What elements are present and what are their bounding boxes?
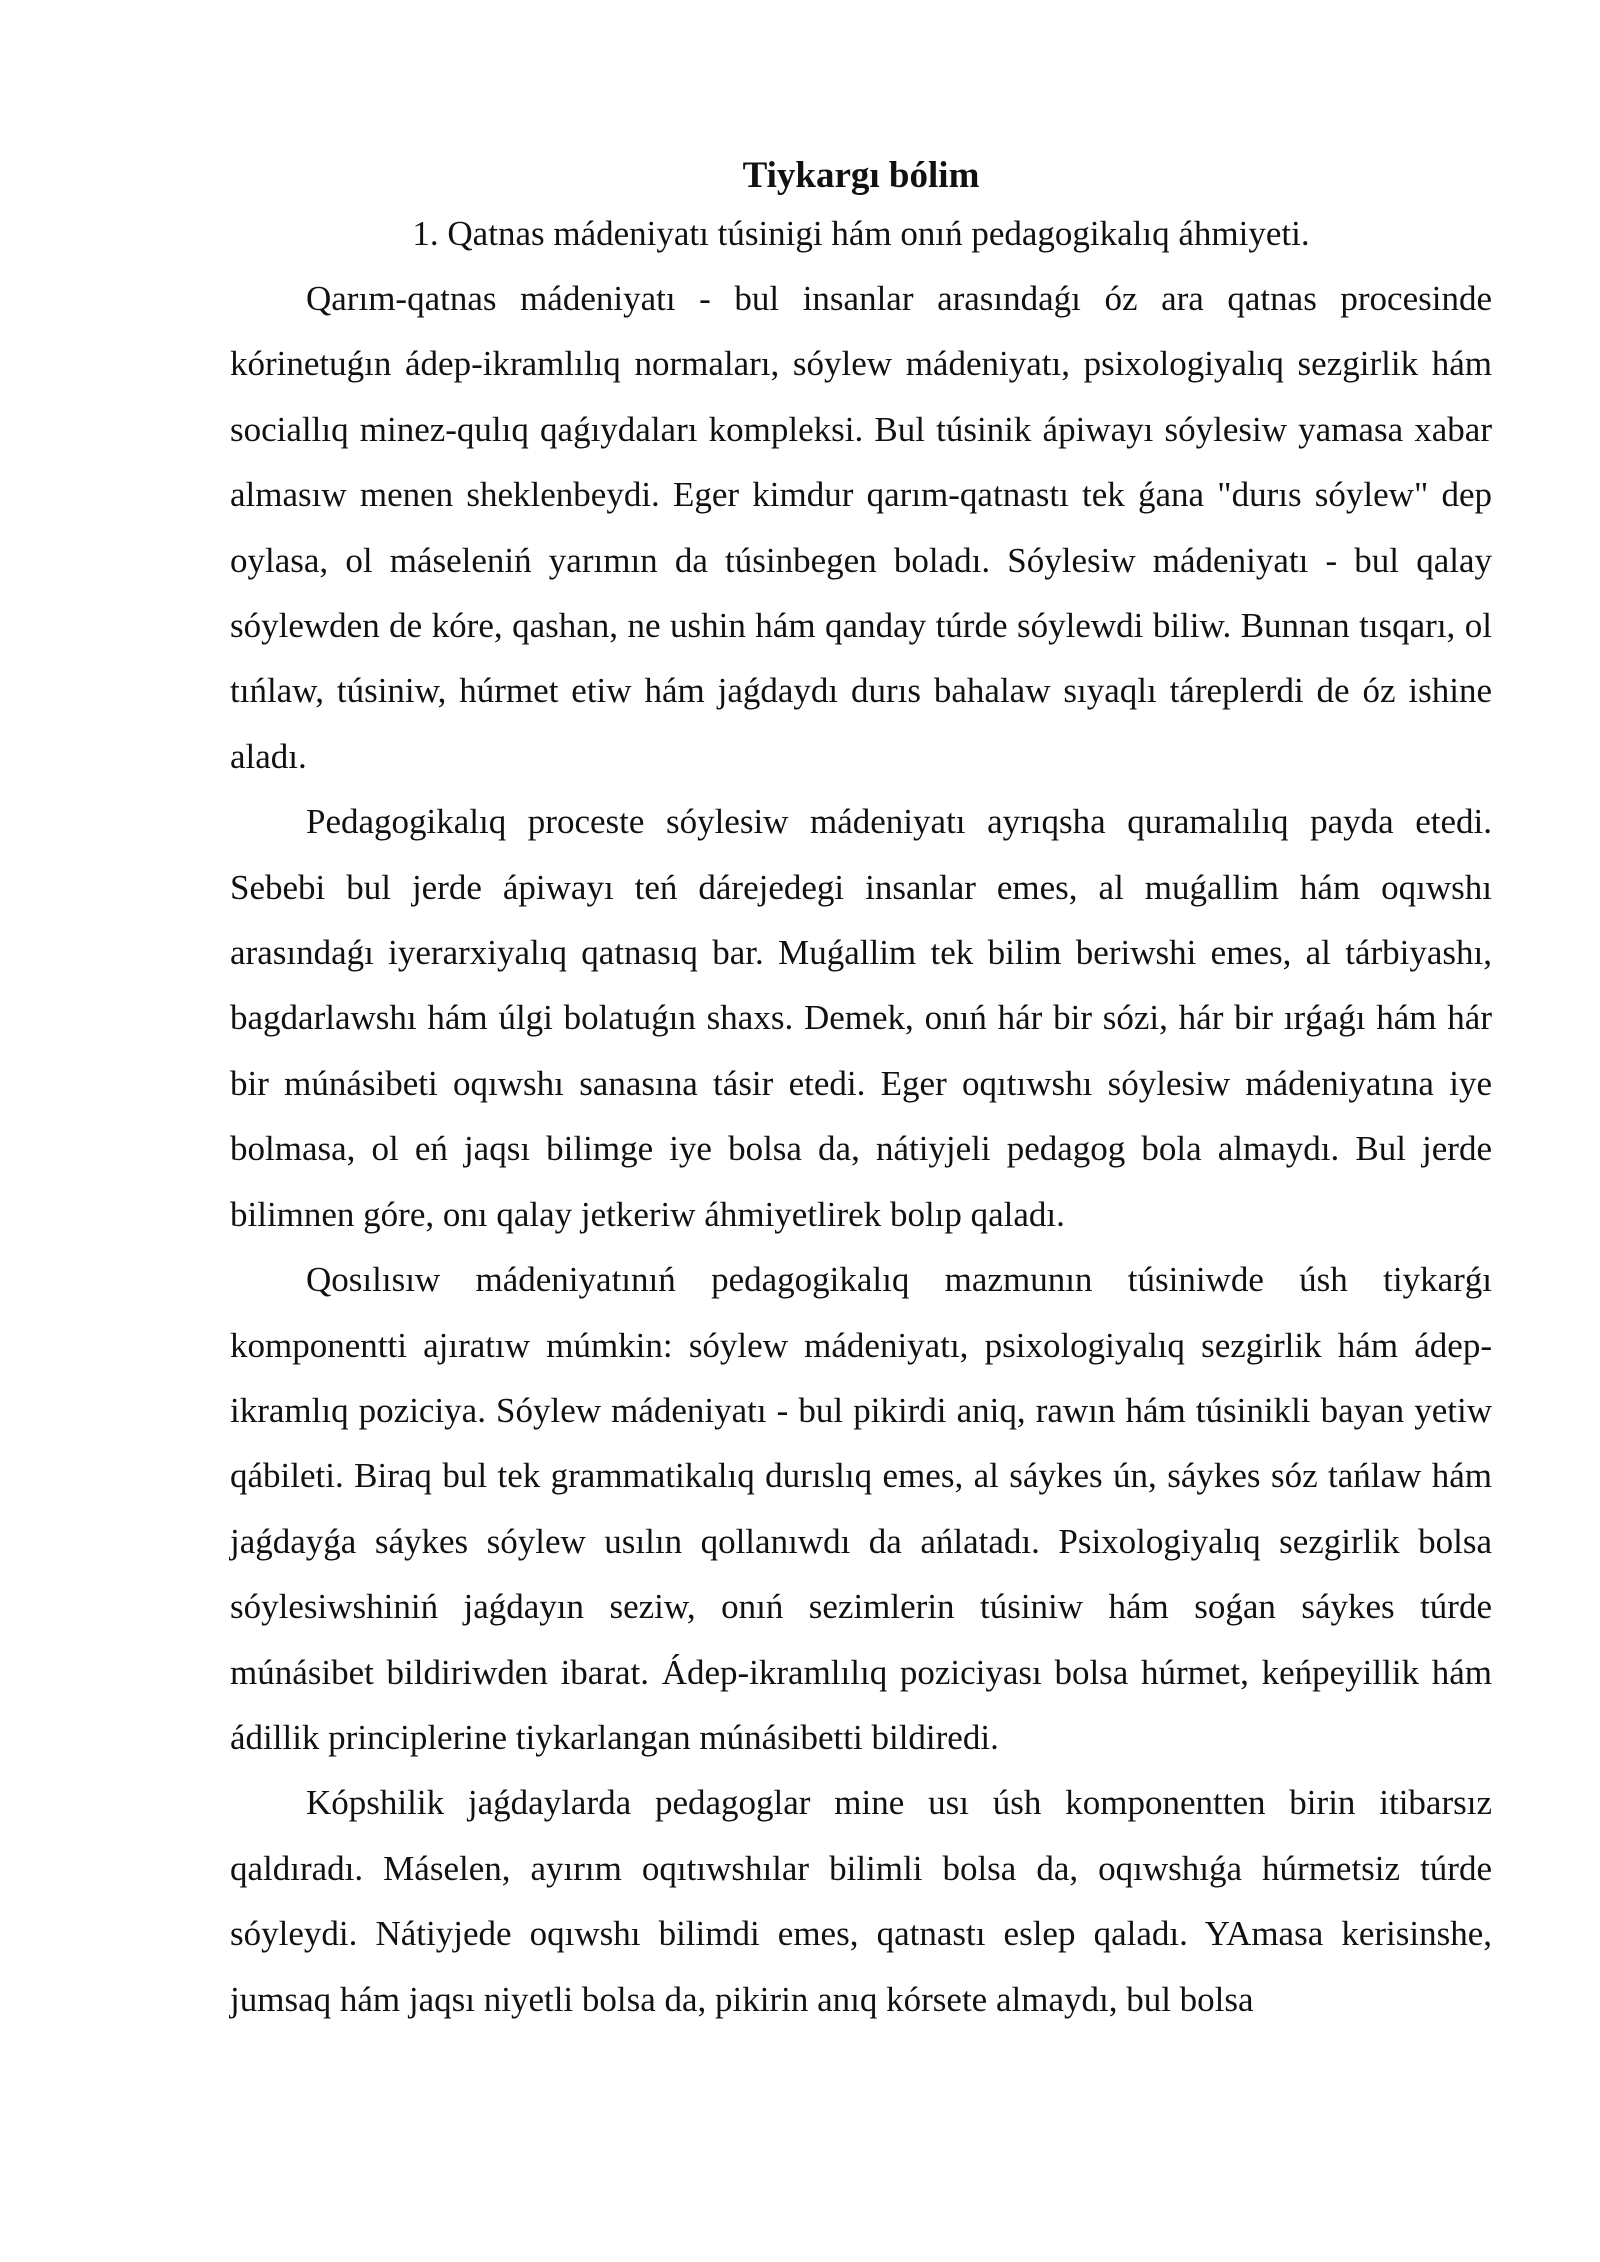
paragraph: Qosılısıw mádeniyatınıń pedagogikalıq mazmunın túsiniwde úsh tiykarǵı komponentti ajıratıw múmkin: sóylew mádeniyatı, psixologiyalıq sezgirlik hám ádep-ikramlıq poziciya. Sóylew mádeniyatı - bul pikirdi aniq, rawın hám túsinikli bayan yetiw qábileti. Biraq bul tek grammatikalıq durıslıq emes, al sáykes ún, sáykes sóz tańlaw hám jaǵdayǵa sáykes sóylew usılın qollanıwdı da ańlatadı. Psixologiyalıq sezgirlik bolsa sóylesiwshiniń jaǵdayın seziw, onıń sezimlerin túsiniw hám soǵan sáykes túrde múnásibet bildiriwden ibarat. Ádep-ikramlılıq poziciyası bolsa húrmet, keńpeyillik hám ádillik principlerine tiykarlangan múnásibetti bildiredi. bbox=[230, 1260, 1492, 1757]
document-page bbox=[230, 150, 1492, 2032]
paragraph: Pedagogikalıq proceste sóylesiw mádeniyatı ayrıqsha quramalılıq payda etedi. Sebebi bul jerde ápiwayı teń dárejedegi insanlar emes, al muǵallim hám oqıwshı arasındaǵı iyerarxiyalıq qatnasıq bar. Muǵallim tek bilim beriwshi emes, al tárbiyashı, bagdarlawshı hám úlgi bolatuǵın shaxs. Demek, onıń hár bir sózi, hár bir ırǵaǵı hám hár bir múnásibeti oqıwshı sanasına tásir etedi. Eger oqıtıwshı sóylesiw mádeniyatına iye bolmasa, ol eń jaqsı bilimge iye bolsa da, nátiyjeli pedagog bola almaydı. Bul jerde bilimnen góre, onı qalay jetkeriw áhmiyetlirek bolıp qaladı. bbox=[230, 802, 1492, 1234]
section-title: Tiykargı bólim bbox=[742, 155, 980, 196]
section-subtitle: 1. Qatnas mádeniyatı túsinigi hám onıń pedagogikalıq áhmiyeti. bbox=[412, 214, 1310, 253]
paragraph: Kópshilik jaǵdaylarda pedagoglar mine usı úsh komponentten birin itibarsız qaldıradı. Máselen, ayırım oqıtıwshılar bilimli bolsa da, oqıwshıǵa húrmetsiz túrde sóyleydi. Nátiyjede oqıwshı bilimdi emes, qatnastı eslep qaladı. YAmasa kerisinshe, jumsaq hám jaqsı niyetli bolsa da, pikirin anıq kórsete almaydı, bul bolsa bbox=[230, 1783, 1492, 2019]
paragraph: Qarım-qatnas mádeniyatı - bul insanlar arasındaǵı óz ara qatnas procesinde kórinetuǵın ádep-ikramlılıq normaları, sóylew mádeniyatı, psixologiyalıq sezgirlik hám sociallıq minez-qulıq qaǵıydaları kompleksi. Bul túsinik ápiwayı sóylesiw yamasa xabar almasıw menen sheklenbeydi. Eger kimdur qarım-qatnastı tek ǵana "durıs sóylew" dep oylasa, ol máseleniń yarımın da túsinbegen boladı. Sóylesiw mádeniyatı - bul qalay sóylewden de kóre, qashan, ne ushin hám qanday túrde sóylewdi biliw. Bunnan tısqarı, ol tıńlaw, túsiniw, húrmet etiw hám jaǵdaydı durıs bahalaw sıyaqlı táreplerdi de óz ishine aladı. bbox=[230, 279, 1492, 776]
